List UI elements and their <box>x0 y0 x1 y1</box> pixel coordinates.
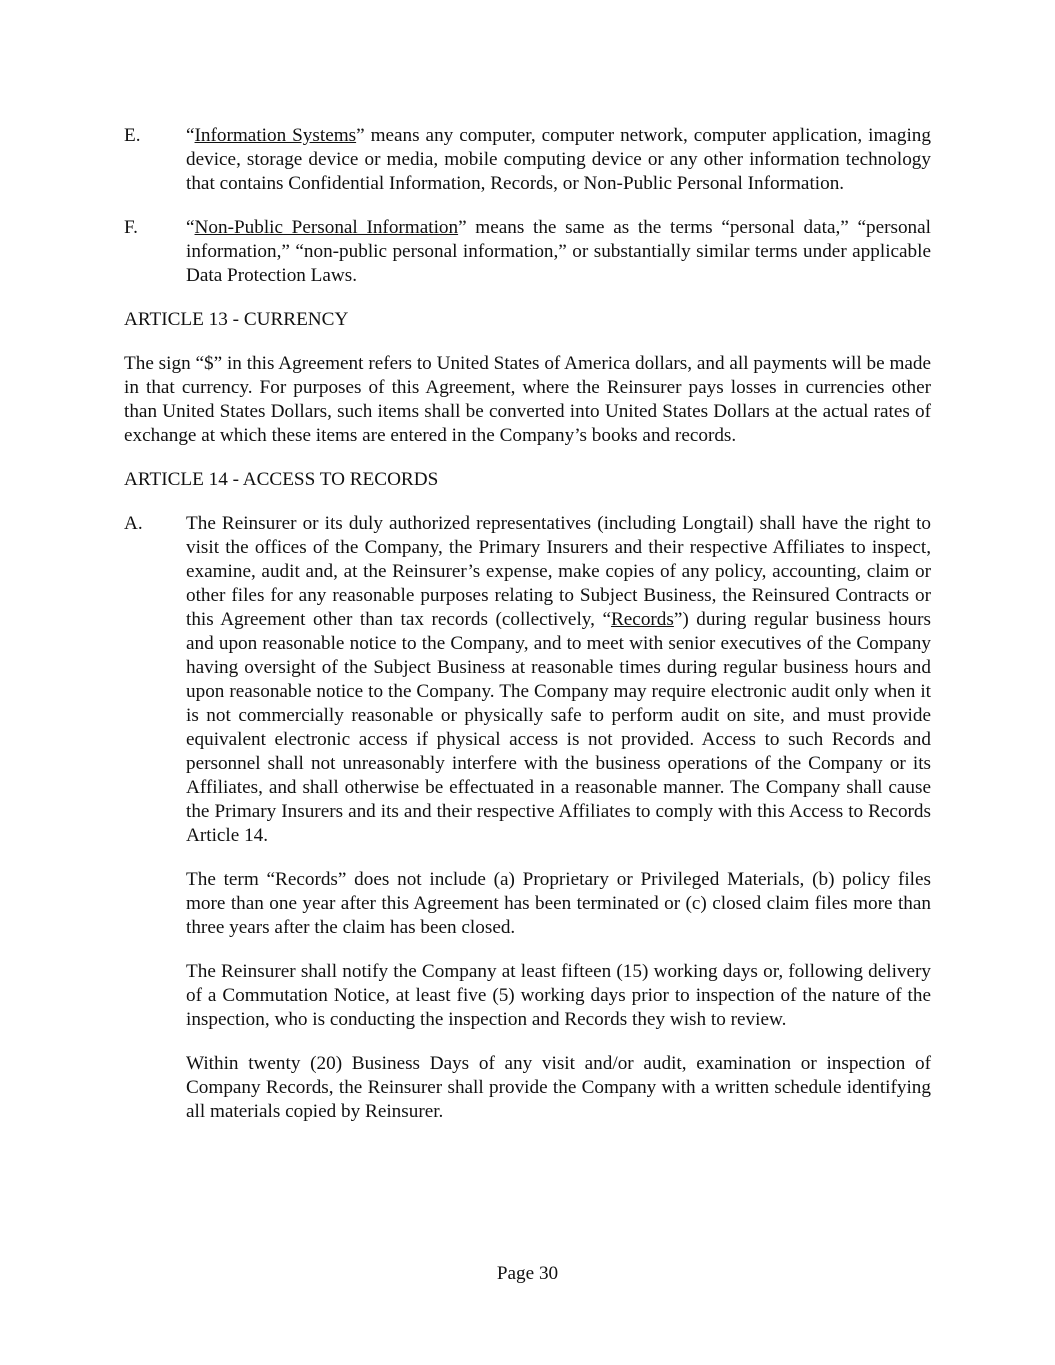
definition-e-text: ” means any computer, computer network, computer application, imaging device, storage device or media, mobile computing device or any other information technology that contains Confidential Information, Records, or Non-Public Personal Information. <box>186 125 931 194</box>
article-14-heading: ARTICLE 14 - ACCESS TO RECORDS <box>124 469 439 490</box>
defined-term-information-systems: Information Systems <box>194 125 357 146</box>
article-13-body: The sign “$” in this Agreement refers to United States of America dollars, and all payments will be made in that currency. For purposes of this Agreement, where the Reinsurer pays losses in currencies other than United States Dollars, such items shall be converted into United States Dollars at the actual rates of exchange at which these items are entered in the Company’s books and records. <box>124 353 931 446</box>
item-label-e: E. <box>124 125 141 146</box>
document-page <box>124 124 931 1144</box>
definition-f <box>124 216 931 288</box>
open-quote: “ <box>186 125 195 146</box>
article-14-section-a-body <box>186 512 931 848</box>
item-label-a: A. <box>124 513 143 534</box>
article-13-heading: ARTICLE 13 - CURRENCY <box>124 309 349 330</box>
section-a-text-after: ”) during regular business hours and upon reasonable notice to the Company, and to meet with senior executives of the Company having oversight of the Subject Business at reasonable times during regular business hours and upon reasonable notice to the Company. The Company may require electronic audit only when it is not commercially reasonable or physically safe to perform audit on site, and must provide equivalent electronic access if physical access is not provided. Access to such Records and personnel shall not unreasonably interfere with the business operations of the Company or its Affiliates, and shall otherwise be effectuated in a reasonable manner. The Company shall cause the Primary Insurers and its and their respective Affiliates to comply with this Access to Records Article 14. <box>186 609 932 846</box>
definition-f-text: ” means the same as the terms “personal data,” “personal information,” “non-public personal information,” or substantially similar terms under applicable Data Protection Laws. <box>186 217 931 286</box>
article-14-paragraph-3: The Reinsurer shall notify the Company at least fifteen (15) working days or, following delivery of a Commutation Notice, at least five (5) working days prior to inspection of the nature of the inspection, who is conducting the inspection and Records they wish to review. <box>186 961 931 1030</box>
defined-term-non-public-personal-information: Non-Public Personal Information <box>194 217 459 238</box>
definition-f-body <box>186 216 931 288</box>
article-14-paragraph-2: The term “Records” does not include (a) Proprietary or Privileged Materials, (b) policy files more than one year after this Agreement has been terminated or (c) closed claim files more than three years after the claim has been closed. <box>186 869 931 938</box>
item-label-f: F. <box>124 217 138 238</box>
defined-term-records: Records <box>610 609 674 630</box>
section-a-text-before: The Reinsurer or its duly authorized representatives (including Longtail) shall have the right to visit the offices of the Company, the Primary Insurers and their respective Affiliates to inspect, examine, audit and, at the Reinsurer’s expense, make copies of any policy, accounting, claim or other files for any reasonable purposes relating to Subject Business, the Reinsured Contracts or this Agreement other than tax records (collectively, “ <box>186 513 931 630</box>
definition-e-body <box>186 124 931 196</box>
open-quote: “ <box>186 217 195 238</box>
page-number: Page 30 <box>496 1263 559 1284</box>
definition-e <box>124 124 931 196</box>
article-14-section-a <box>124 512 931 848</box>
article-14-paragraph-4: Within twenty (20) Business Days of any visit and/or audit, examination or inspection of Company Records, the Reinsurer shall provide the Company with a written schedule identifying all materials copied by Reinsurer. <box>186 1053 931 1122</box>
